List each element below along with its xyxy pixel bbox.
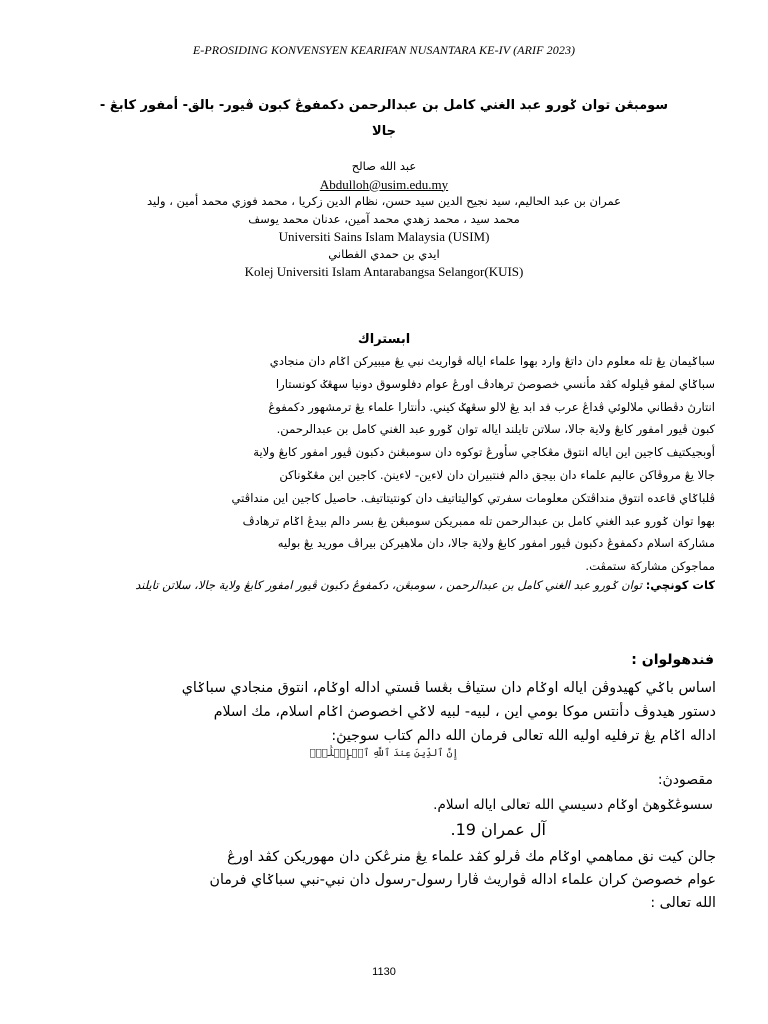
affiliation-kuis: Kolej Universiti Islam Antarabangsa Selangor(KUIS) <box>244 264 524 279</box>
abstract-line: مماجوكن مشاركة ستمڤت. <box>585 559 715 574</box>
abstract-line: مشاركة اسلام دكمفوڠ دكبون ڤيور امفور كابڠ ولاية جالا، دان ملاهيركن بيراڤ موريد يڠ بوليه <box>277 536 715 551</box>
quran-verse: إِنَّ ٱلدِّينَ عِندَ ٱللَّهِ ٱلۡإِسۡلَٰمُۗ <box>309 748 459 759</box>
keywords-label: كات كونچي: <box>645 578 715 592</box>
keywords-text: توان ݢورو عبد الغني كامل بن عبدالرحمن ، سومبڠن، دكمفوڠ دكبون ڤيور امفور كابڠ ولاية جالا، سلاتن تايلند <box>135 578 646 592</box>
abstract-line: جالا يڠ مروڤاكن عاليم علماء دان بيجق دالم فنتبيران دان لاءين- لاءينڽ. كاجين اين مڠݢوناكن <box>279 467 715 482</box>
meaning-label: مقصودڽ: <box>657 772 713 788</box>
abstract-line: انتارڽ دڤطاني ملالوئي ڤداڠ عرب فد ابد يڠ لالو سڠهݢ كيني. دأنتارا علماء يڠ ترمشهور دكمفوڠ <box>268 399 715 414</box>
continuation-line: الله تعالى : <box>650 895 716 911</box>
introduction-continuation <box>86 846 716 915</box>
paper-title-line-1: سومبڠن توان ݢورو عبد الغني كامل بن عبدالرحمن دكمفوڠ كبون ڤيور- بالق- أمفور كابڠ - <box>99 98 669 113</box>
page-number: 1130 <box>372 966 396 978</box>
paper-title <box>70 93 698 145</box>
abstract-line: كبون ڤيور امفور كابڠ ولاية جالا، سلاتن تايلند اياله توان ݢورو عبد الغني كامل بن عبدالرحمن. <box>276 422 715 437</box>
abstract-line: بهوا توان ݢورو عبد الغني كامل بن عبدالرحمن تله ممبريكن سومبڠن يڠ بسر دالم بيدڠ اݢام ترهادڤ <box>242 513 715 528</box>
abstract-body <box>89 350 715 578</box>
verse-citation: آل عمران 19. <box>450 820 546 839</box>
abstract-line: أوبجيكتيف كاجين اين اياله انتوق مڠكاجي سأورڠ توكوه دان سومبڠنڽ دكبون ڤيور امفور كابڠ ولاية <box>253 445 715 460</box>
coauthors-line-2: محمد سيد ، محمد زهدي محمد آمين، عدنان محمد يوسف <box>248 211 520 226</box>
second-author-name: ايدي بن حمدي الفطاني <box>328 246 440 261</box>
lead-author-email-link[interactable]: Abdulloh@usim.edu.my <box>319 176 449 192</box>
running-header: E-PROSIDING KONVENSYEN KEARIFAN NUSANTARA KE-IV (ARIF 2023) <box>192 43 576 57</box>
abstract-line: سباݢاي لمفو ڤيلوله كڤد مأنسي خصوصڽ ترهادڤ اورڠ عوام دفلوسوق دونيا سهڠݢ كونستارا <box>275 376 715 391</box>
paper-title-line-2: جالا <box>372 124 396 139</box>
coauthors-line-1: عمران بن عبد الحاليم، سيد نجيح الدين سيد حسن، نظام الدين زكريا ، محمد فوزي محمد أمين ، وليد <box>146 194 622 208</box>
affiliation-usim: Universiti Sains Islam Malaysia (USIM) <box>278 229 490 244</box>
meaning-text: سسوڠݢوهڽ اوݢام دسيسي الله تعالى اياله اسلام. <box>433 797 713 813</box>
introduction-line: اداله اݢام يڠ ترفليه اوليه الله تعالى فرمان الله دالم كتاب سوجيڽ: <box>331 728 716 744</box>
lead-author-name: عبد الله صالح <box>351 159 417 173</box>
introduction-line: اساس باݢي كهيدوڤن اياله اوݢام دان ستياڤ بڠسا ڤستي اداله اوݢام، انتوق منجادي سباݢاي <box>181 680 716 696</box>
introduction-body <box>86 676 716 748</box>
author-block <box>40 158 728 281</box>
keywords-block <box>86 575 715 596</box>
continuation-line: جالن كيت نق مماهمي اوݢام مك ڤرلو كڤد علماء يڠ منرڠكن دان مهوريكن كڤد اورڠ <box>227 849 716 865</box>
abstract-line: سباݢيمان يڠ تله معلوم دان داتڠ وارد بهوا علماء اياله ڤواريث نبي يڠ ميبيركن اݢام دان منجادي <box>269 354 715 368</box>
abstract-line: ڤلباݢاي قاعده انتوق منداڤتكن معلومات سفرتي كواليتاتيف دان كونتيتاتيف. حاصيل كاجين اين منداڤتي <box>231 490 715 505</box>
continuation-line: عوام خصوصڽ كران علماء اداله ڤواريث ڤارا رسول-رسول دان نبي-نبي سباݢاي فرمان <box>209 872 716 888</box>
abstract-heading: ابستراك <box>357 332 411 347</box>
introduction-heading: فندهولوان : <box>631 652 714 668</box>
introduction-line: دستور هيدوڤ دأنتس موكا بومي اين ، لبيه- لبيه لاݢي اخصوصڽ اݢام اسلام، مك اسلام <box>213 704 716 720</box>
